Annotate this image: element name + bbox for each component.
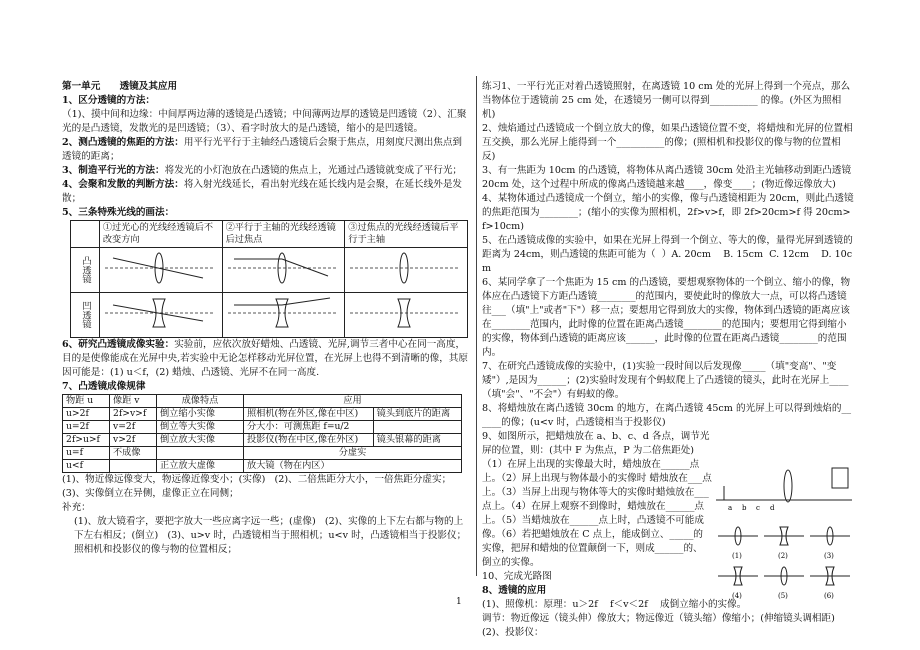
table-cell: 分虚实 xyxy=(244,447,462,460)
fig-label-3: (3) xyxy=(824,552,834,560)
concave-ray-diagram-1 xyxy=(99,293,222,338)
table-row xyxy=(63,421,462,434)
section-heading-2: 2、测凸透镜的焦距的方法： xyxy=(62,137,184,148)
table-cell: 不成像 xyxy=(110,447,157,460)
table-cell: 倒立缩小实像 xyxy=(157,408,244,421)
column-divider xyxy=(476,76,477,576)
optics-figure xyxy=(714,460,854,610)
section-heading-7: 7、凸透镜成像规律 xyxy=(62,381,146,392)
fig-label-1: (1) xyxy=(732,552,742,560)
table-cell: v=2f xyxy=(110,421,157,434)
table-cell: 镜头到底片的距离 xyxy=(373,408,461,421)
col-header-application: 应用 xyxy=(244,395,462,408)
table-cell: u<f xyxy=(63,460,110,473)
table-cell: 倒立放大实像 xyxy=(157,434,244,447)
special-rays-table xyxy=(70,220,468,338)
table-cell: u>2f xyxy=(63,408,110,421)
rays-header-1: ①过光心的光线经透镜后不改变方向 xyxy=(99,221,222,248)
note-3: 补充： xyxy=(62,502,91,513)
exercise-2: 2、烛焰通过凸透镜成一个倒立放大的像，如果凸透镜位置不变，将蜡烛和光屏的位置相互交换，那么光屏上能得到一个__________的像；(照相机和投影仪的像与物的位置相反) xyxy=(482,123,853,162)
left-column xyxy=(62,80,470,557)
col-header-v: 像距 v xyxy=(110,395,157,408)
table-cell: 投影仪(物在中区,像在外区) xyxy=(244,434,374,447)
page-number: 1 xyxy=(456,597,462,607)
rays-header-3: ③过焦点的光线经透镜后平行于主轴 xyxy=(345,221,468,248)
table-cell: 镜头银幕的距离 xyxy=(373,434,461,447)
label-c: c xyxy=(756,504,760,512)
table-cell: u=f xyxy=(63,447,110,460)
convex-ray-diagram-1 xyxy=(99,248,222,293)
exercise-4: 4、某物体通过凸透镜成一个倒立，缩小的实像，像与凸透镜相距为 20cm，则此凸透镜的焦距范围为________；(缩小的实像为照相机，2f>v>f，即 2f>20cm>f 得 20cm>f>10cm) xyxy=(482,193,854,232)
section-heading-3: 3、制造平行光的方法： xyxy=(62,165,165,176)
paragraph-2: 用平行光平行于主轴经凸透镜后会聚于焦点，用刻度尺测出焦点到透镜的距离； xyxy=(62,137,463,162)
table-row xyxy=(63,434,462,447)
concave-ray-diagram-3 xyxy=(345,293,468,338)
table-cell xyxy=(110,460,157,473)
rays-row-convex: 凸透镜 xyxy=(71,248,100,293)
fig-label-5: (5) xyxy=(778,592,788,600)
fig-label-4: (4) xyxy=(732,592,742,600)
convex-ray-diagram-2 xyxy=(222,248,345,293)
imaging-rules-table xyxy=(62,394,462,473)
label-b: b xyxy=(742,504,747,512)
label-d: d xyxy=(770,504,775,512)
rays-header-2: ②平行于主轴的光线经透镜后过焦点 xyxy=(222,221,345,248)
camera-line: (1)、照像机：原理：u＞2f f＜v＜2f 成倒立缩小的实像。 xyxy=(482,599,747,610)
table-cell xyxy=(157,447,244,460)
section-heading-4: 4、会聚和发散的判断方法： xyxy=(62,179,184,190)
note-1: (1)、物近像远像变大，物远像近像变小；(实像) (2)、二倍焦距分大小，一倍焦距分虚实； xyxy=(62,474,452,485)
col-header-u: 物距 u xyxy=(63,395,110,408)
table-cell: 2f>u>f xyxy=(63,434,110,447)
exercise-5: 5、在凸透镜成像的实验中，如果在光屏上得到一个倒立、等大的像，量得光屏到透镜的距离为 24cm，则凸透镜的焦距可能为（ ）A. 20cm B. 15cm C. 12cm D. 10cm xyxy=(482,235,853,274)
paragraph-3: 将发光的小灯泡放在凸透镜的焦点上，光通过凸透镜就变成了平行光； xyxy=(164,165,463,176)
convex-ray-diagram-3 xyxy=(345,248,468,293)
paragraph-1: （1)、摸中间和边缘：中间厚两边薄的透镜是凸透镜；中间薄两边厚的透镜是凹透镜（2）、汇聚光的是凸透镜，发散光的是凹透镜；（3）、看字时放大的是凸透镜，缩小的是凹透镜。 xyxy=(62,109,467,134)
table-cell: v>2f xyxy=(110,434,157,447)
table-cell: 放大镜（物在内区） xyxy=(244,460,462,473)
table-row xyxy=(63,447,462,460)
exercise-9: 9、如图所示，把蜡烛放在 a、b、c、d 各点，调节光屏的位置，则：(其中 F 为焦点，P 为二倍焦距处)（1）在屏上出现的实像最大时，蜡烛放在______点上。（2）屏上出现与物体最小的实像时 蜡烛放在___点上。（3）当屏上出现与物体等大的实像时蜡烛放在___点上。（4）在屏上观察不到像时，蜡烛放在______点上。（5）当蜡烛放在______点上时，凸透镜不可能成像。（6）若把蜡烛放在 C 点上，能成倒立、_____的实像，把屏和蜡烛的位置颠倒一下，则成______的、倒立的实像。 xyxy=(482,431,712,568)
table-row xyxy=(63,460,462,473)
exercise-7: 7、在研究凸透镜成像的实验中，(1)实验一段时间以后发现像_____（填"变高"、"变矮"）,是因为______；(2)实验时发现有个蚂蚁爬上了凸透镜的镜头，此时在光屏上____（填"会"、"不会"）有蚂蚁的像。 xyxy=(482,361,849,400)
adjust-line: 调节：物近像远（镜头伸）像放大；物远像近（镜头缩）像缩小；(伸缩镜头调相距) xyxy=(482,613,835,624)
table-cell: u=2f xyxy=(63,421,110,434)
table-cell xyxy=(373,421,461,434)
rays-row-concave: 凹透镜 xyxy=(71,293,100,338)
note-4: (1)、放大镜看字，要把字放大一些应离字远一些；(虚像) (2)、实像的上下左右都与物的上下左右相反；(倒立) (3)、u>v 时，凸透镜相当于照相机；u<v 时，凸透镜相当于投影仪；照相机和投影仪的像与物的位置相反； xyxy=(74,516,467,555)
table-cell: 分大小：可测焦距 f=u/2 xyxy=(244,421,374,434)
table-row xyxy=(63,408,462,421)
section-heading-5: 5、三条特殊光线的画法： xyxy=(62,207,175,218)
unit-title: 第一单元 透镜及其应用 xyxy=(62,81,178,92)
exercise-3: 3、有一焦距为 10cm 的凸透镜，将物体从离凸透镜 30cm 处沿主光轴移动到距凸透镜 20cm 处，这个过程中所成的像离凸透镜越来越____，像变____；(物近像远像放大) xyxy=(482,165,855,190)
table-cell: 2f>v>f xyxy=(110,408,157,421)
exercise-1: 练习1、一平行光正对着凸透镜照射，在离透镜 10 cm 处的光屏上得到一个亮点，那么当物体位于透镜前 25 cm 处，在透镜另一侧可以得到__________ 的像。(外区为照相机) xyxy=(482,81,851,120)
exercise-6: 6、某同学拿了一个焦距为 15 cm 的凸透镜，要想观察物体的一个倒立、缩小的像，物体应在凸透镜下方距凸透镜________的范围内，要使此时的像放大一点，可以将凸透镜往___（填"上"或者"下"）移一点；要想用它得到放大的实像，物体到凸透镜的距离应该在________范围内，此时像的位置在距离凸透镜________的范围内；要想用它得到缩小的实像，物体到凸透镜的距离应该______，此时像的位置在距离凸透镜________的范围内。 xyxy=(482,277,851,358)
paragraph-4: 将入射光线延长，看出射光线在延长线内是会聚，在延长线外是发散； xyxy=(62,179,463,204)
projector-line: (2)、投影仪： xyxy=(482,627,544,638)
note-2: (3)、实像倒立在异侧，虚像正立在同侧； xyxy=(62,488,239,499)
exercise-10: 10、完成光路图 xyxy=(482,571,552,582)
table-cell: 倒立等大实像 xyxy=(157,421,244,434)
exercise-8: 8、将蜡烛放在离凸透镜 30cm 的地方，在离凸透镜 45cm 的光屏上可以得到烛焰的______的像；(u<v 时，凸透镜相当于投影仪) xyxy=(482,403,852,428)
fig-label-6: (6) xyxy=(824,592,834,600)
col-header-feature: 成像特点 xyxy=(157,395,244,408)
table-cell: 正立放大虚像 xyxy=(157,460,244,473)
right-column xyxy=(482,80,854,640)
fig-label-2: (2) xyxy=(778,552,788,560)
label-a: a xyxy=(728,504,733,512)
concave-ray-diagram-2 xyxy=(222,293,345,338)
section-heading-6: 6、研究凸透镜成像实验： xyxy=(62,339,175,350)
section-heading-8: 8、透镜的应用 xyxy=(482,585,547,596)
section-heading-1: 1、区分透镜的方法： xyxy=(62,95,156,106)
table-cell: 照相机(物在外区,像在中区) xyxy=(244,408,374,421)
paragraph-6: 实验前，应依次放好蜡烛、凸透镜、光屏,调节三者中心在同一高度，目的是使像能成在光屏中央,若实验中无论怎样移动光屏位置，在光屏上也得不到清晰的像，其原因可能是：(1) u＜f，(2) 蜡烛、凸透镜、光屏不在同一高度. xyxy=(62,339,468,378)
